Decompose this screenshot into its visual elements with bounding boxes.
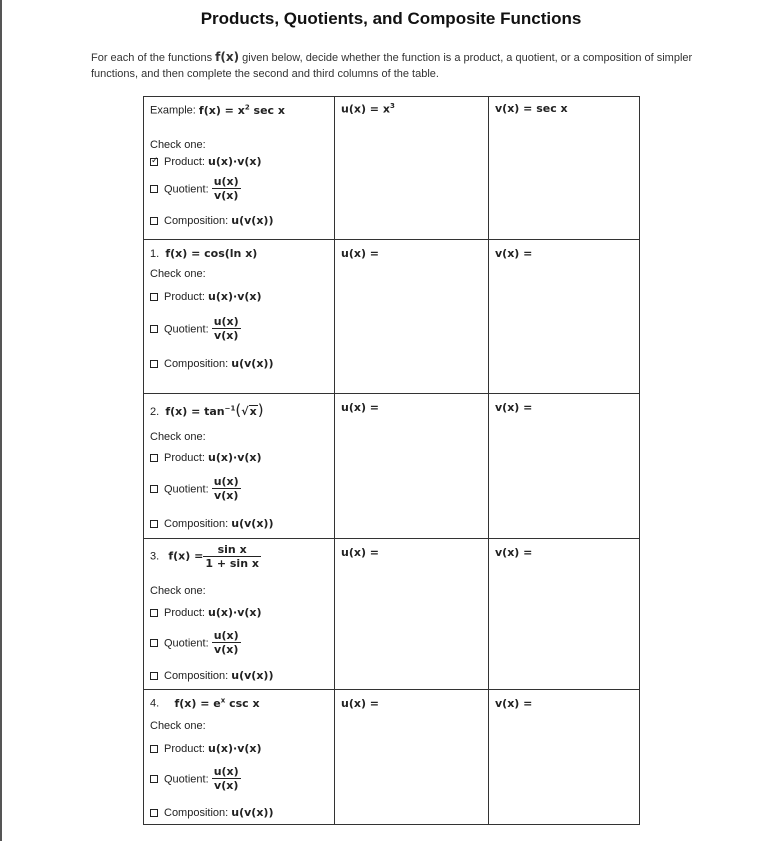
table-row — [144, 240, 640, 394]
option-composition[interactable]: Composition: u(v(x)) — [150, 517, 273, 530]
table-row — [144, 690, 640, 825]
u-blank: u(x) = — [341, 697, 380, 710]
example-function — [150, 103, 285, 117]
row4-function-cell — [144, 690, 335, 825]
option-composition[interactable]: Composition: u(v(x)) — [150, 669, 273, 682]
option-composition[interactable]: Composition: u(v(x)) — [150, 806, 273, 819]
row1-function-cell — [144, 240, 335, 394]
instructions-part-1: For each of the functions — [91, 52, 216, 64]
example-u-cell — [335, 97, 489, 240]
option-product[interactable]: Product: u(x)·v(x) — [150, 606, 262, 619]
composition-checkbox[interactable] — [150, 360, 158, 368]
check-one-label: Check one: — [150, 585, 206, 597]
product-checkbox[interactable] — [150, 609, 158, 617]
example-u: $u(x) = x^3$ — [341, 102, 395, 116]
v-blank: v(x) = — [495, 247, 533, 260]
u-blank: u(x) = — [341, 401, 380, 414]
option-quotient[interactable]: Quotient: $\frac{u(x)}{v(x)}$ — [150, 766, 241, 793]
row1-function: 1. f(x) = cos(ln x) — [150, 247, 258, 260]
v-blank: v(x) = — [495, 546, 533, 559]
row2-function: 2. $f(x) = \tan^{-1}(√x)$ — [150, 401, 264, 419]
quotient-checkbox[interactable] — [150, 485, 158, 493]
instructions — [91, 49, 711, 82]
row3-u-cell[interactable] — [335, 539, 489, 690]
composition-checkbox[interactable] — [150, 520, 158, 528]
row4-v-cell[interactable] — [489, 690, 640, 825]
check-one-label: Check one: — [150, 268, 206, 280]
page-title: Products, Quotients, and Composite Functions — [200, 9, 582, 28]
page-left-border — [0, 0, 2, 841]
option-product[interactable]: Product: u(x)·v(x) — [150, 742, 262, 755]
quotient-checkbox[interactable] — [150, 775, 158, 783]
sqrt-symbol: √ — [241, 405, 249, 418]
table-row — [144, 539, 640, 690]
option-product[interactable]: Product: u(x)·v(x) — [150, 290, 262, 303]
option-quotient[interactable]: Quotient: $\frac{u(x)}{v(x)}$ — [150, 176, 241, 203]
example-v: v(x) = sec x — [495, 102, 568, 115]
row2-u-cell[interactable] — [335, 394, 489, 539]
quotient-checkbox[interactable] — [150, 325, 158, 333]
table-row-example — [144, 97, 640, 240]
example-function-cell — [144, 97, 335, 240]
product-checkbox[interactable] — [150, 454, 158, 462]
row2-v-cell[interactable] — [489, 394, 640, 539]
row3-v-cell[interactable] — [489, 539, 640, 690]
option-composition[interactable]: Composition: u(v(x)) — [150, 214, 273, 227]
row1-v-cell[interactable] — [489, 240, 640, 394]
row4-function: 4. $f(x) = e^x$ csc x — [150, 696, 260, 710]
composition-checkbox[interactable] — [150, 672, 158, 680]
row2-function-cell — [144, 394, 335, 539]
table-row — [144, 394, 640, 539]
check-one-label: Check one: — [150, 720, 206, 732]
row1-u-cell[interactable] — [335, 240, 489, 394]
example-label: Example: — [150, 104, 196, 117]
product-checkbox[interactable] — [150, 293, 158, 301]
product-checkbox[interactable] — [150, 158, 158, 166]
instructions-part-2: given below, decide whether the function is a product, a quotient, or a composition of simpler functions, and then complete the second and third columns of the table. — [91, 52, 693, 80]
row3-function: 3. f(x) = $\frac{\text{sin x}}{\text{1 + sin x}}$ — [150, 543, 259, 570]
function-table — [143, 96, 640, 825]
v-blank: v(x) = — [495, 401, 533, 414]
option-composition[interactable]: Composition: u(v(x)) — [150, 357, 273, 370]
row4-u-cell[interactable] — [335, 690, 489, 825]
instructions-fx: f(x) — [215, 50, 240, 64]
option-quotient[interactable]: Quotient: $\frac{u(x)}{v(x)}$ — [150, 630, 241, 657]
u-blank: u(x) = — [341, 546, 380, 559]
check-one-label: Check one: — [150, 139, 206, 151]
product-checkbox[interactable] — [150, 745, 158, 753]
option-quotient[interactable]: Quotient: $\frac{u(x)}{v(x)}$ — [150, 316, 241, 343]
example-v-cell — [489, 97, 640, 240]
composition-checkbox[interactable] — [150, 217, 158, 225]
option-quotient[interactable]: Quotient: $\frac{u(x)}{v(x)}$ — [150, 476, 241, 503]
check-one-label: Check one: — [150, 431, 206, 443]
option-product[interactable]: Product: u(x)·v(x) — [150, 451, 262, 464]
quotient-checkbox[interactable] — [150, 185, 158, 193]
option-product[interactable]: ✓Product: u(x)·v(x) — [150, 155, 262, 168]
example-fx: $f(x) = x^2$ sec x — [198, 103, 286, 117]
quotient-checkbox[interactable] — [150, 639, 158, 647]
u-blank: u(x) = — [341, 247, 380, 260]
composition-checkbox[interactable] — [150, 809, 158, 817]
row3-function-cell — [144, 539, 335, 690]
v-blank: v(x) = — [495, 697, 533, 710]
